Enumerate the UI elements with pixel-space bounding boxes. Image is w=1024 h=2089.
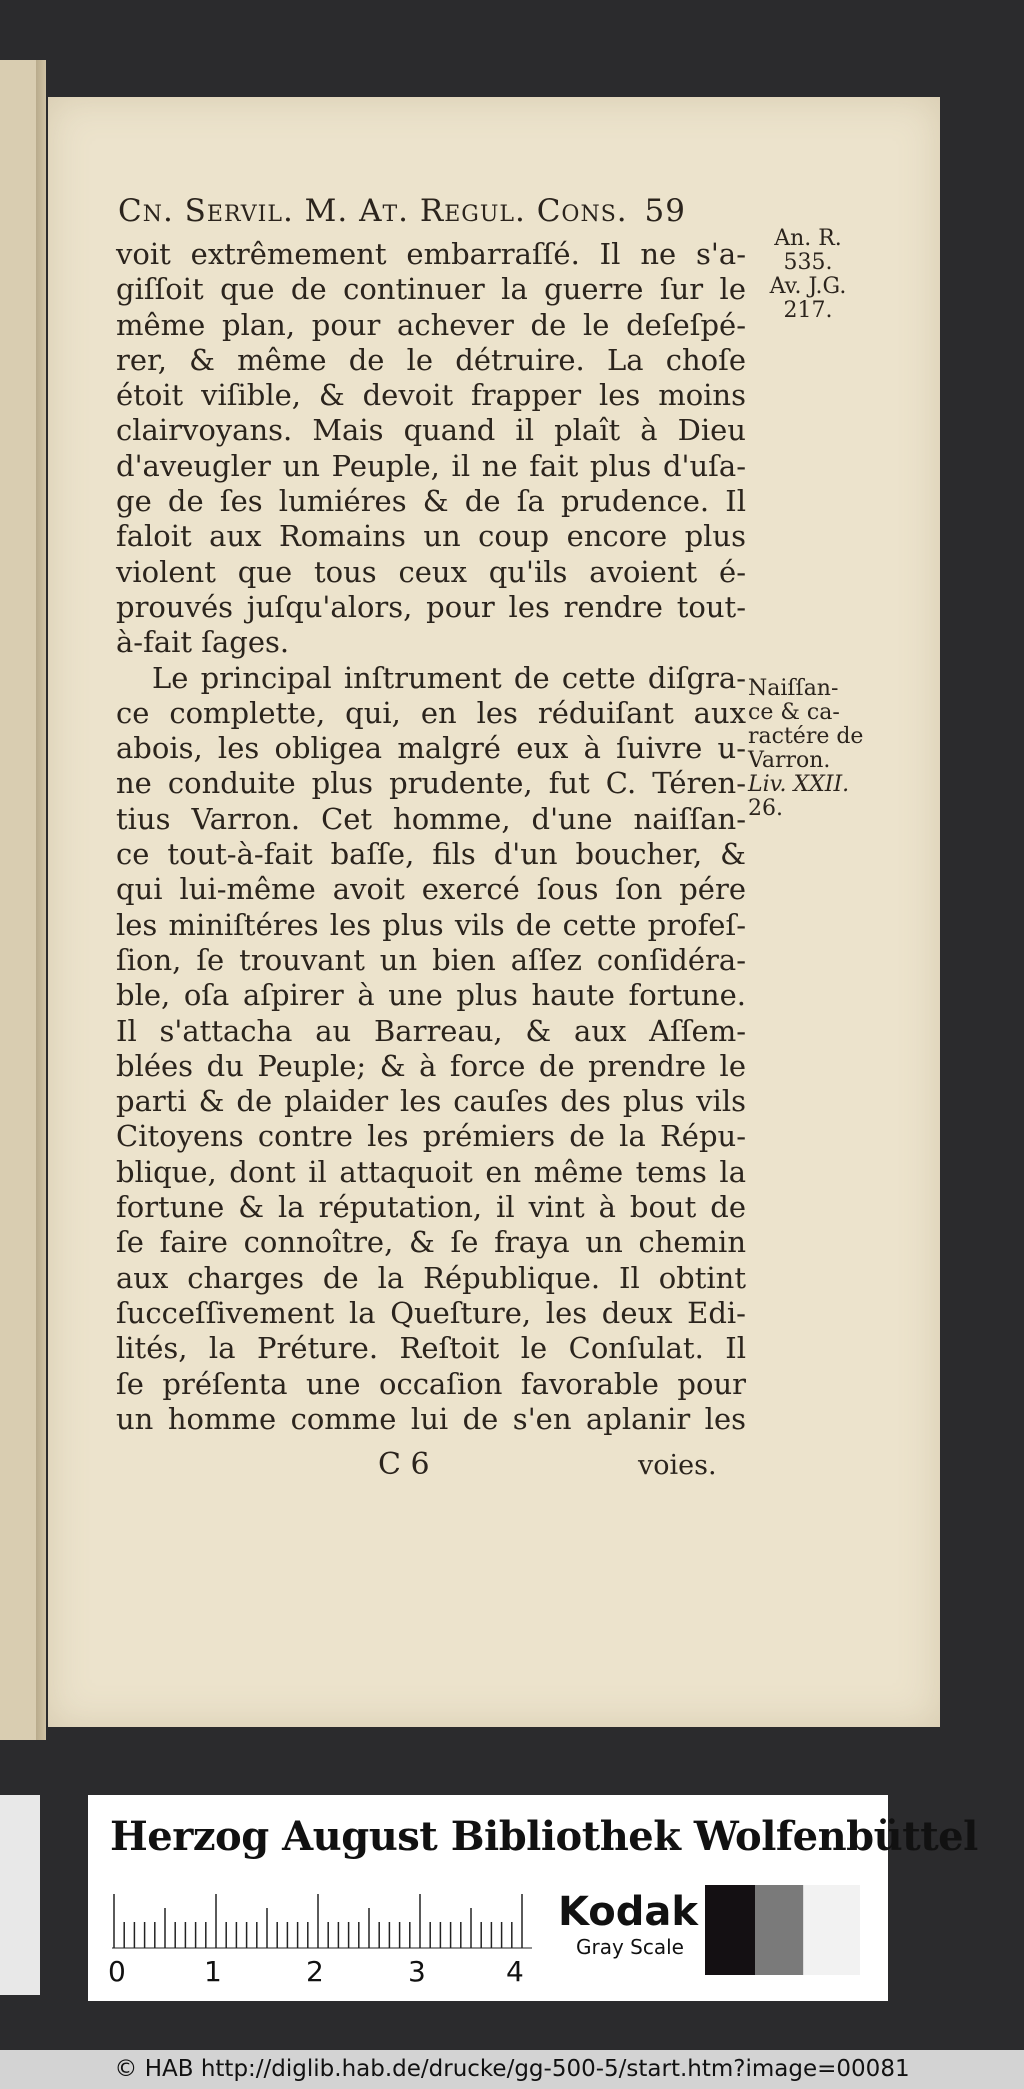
margin-note-line: Liv. XXII. bbox=[748, 772, 850, 797]
running-head-title: Cn. Servil. M. At. Regul. Cons. bbox=[118, 193, 628, 229]
text-line: fortune & la réputation, il vint à bout de bbox=[116, 1190, 746, 1225]
gray-patch-black bbox=[705, 1885, 755, 1975]
text-line: étoit viſible, & devoit frapper les moins bbox=[116, 378, 746, 413]
text-line: ce complette, qui, en les réduiſant aux bbox=[116, 695, 746, 730]
text-line: parti & de plaider les cauſes des plus vils bbox=[116, 1084, 746, 1119]
text-line: ce tout-à-fait baſſe, fils d'un boucher, & bbox=[116, 837, 746, 872]
margin-note-line: 26. bbox=[748, 796, 783, 821]
text-line: ble, oſa aſpirer à une plus haute fortune. bbox=[116, 978, 746, 1013]
text-line: lités, la Préture. Reſtoit le Conſulat. Il bbox=[116, 1331, 746, 1366]
text-line: Le principal inſtrument de cette diſgra- bbox=[152, 660, 746, 695]
text-line: d'aveugler un Peuple, il ne fait plus d'uſa- bbox=[116, 448, 746, 483]
text-line: ſe préſenta une occaſion favorable pour bbox=[116, 1366, 746, 1401]
signature-mark: C 6 bbox=[378, 1447, 430, 1482]
library-name: Herzog August Bibliothek Wolfenbüttel bbox=[110, 1813, 978, 1860]
text-line: les miniſtéres les plus vils de cette profeſ- bbox=[116, 907, 746, 942]
margin-note-naissance bbox=[748, 677, 868, 821]
margin-note-line: ce & ca- bbox=[748, 700, 840, 725]
catchword: voies. bbox=[638, 1450, 717, 1481]
page-number: 59 bbox=[644, 193, 686, 229]
ruler-number: 4 bbox=[506, 1955, 524, 1988]
text-line: Citoyens contre les prémiers de la Répu- bbox=[116, 1119, 746, 1154]
ruler-number: 3 bbox=[408, 1955, 426, 1988]
margin-note-date bbox=[748, 227, 868, 323]
color-target-card bbox=[88, 1795, 978, 2001]
ruler-number: 0 bbox=[108, 1955, 126, 1988]
ruler-numbers bbox=[108, 1955, 568, 1995]
gutter-shadow bbox=[36, 60, 46, 1740]
gray-scale-label: Gray Scale bbox=[576, 1935, 684, 1959]
margin-note-line: Naiſſan- bbox=[748, 676, 839, 701]
margin-note-line: Varron. bbox=[748, 748, 831, 773]
text-line: abois, les obligea malgré eux à ſuivre u- bbox=[116, 731, 746, 766]
book-page bbox=[48, 97, 940, 1727]
text-line: ſion, ſe trouvant un bien aſſez conſidéra- bbox=[116, 942, 746, 977]
text-line: blées du Peuple; & à force de prendre le bbox=[116, 1048, 746, 1083]
ruler-number: 1 bbox=[204, 1955, 222, 1988]
text-line: voit extrêmement embarraſſé. Il ne s'a- bbox=[116, 237, 746, 271]
margin-note-line: Av. J.G. bbox=[769, 274, 847, 299]
kodak-logo: Kodak bbox=[558, 1889, 698, 1935]
text-line: giſſoit que de continuer la guerre ſur le bbox=[116, 272, 746, 307]
ruler-scale bbox=[112, 1893, 532, 1949]
text-line: blique, dont il attaquoit en même tems la bbox=[116, 1154, 746, 1189]
margin-note-line: An. R. bbox=[774, 226, 842, 251]
body-text bbox=[116, 237, 746, 1437]
text-line: faloit aux Romains un coup encore plus bbox=[116, 519, 746, 554]
color-strip bbox=[0, 1795, 40, 1995]
text-line: clairvoyans. Mais quand il plaît à Dieu bbox=[116, 413, 746, 448]
text-line: rer, & même de le détruire. La choſe bbox=[116, 342, 746, 377]
text-line: qui lui-même avoit exercé ſous ſon pére bbox=[116, 872, 746, 907]
margin-note-line: 217. bbox=[783, 298, 833, 323]
text-line: même plan, pour achever de le deſeſpé- bbox=[116, 307, 746, 342]
text-line: aux charges de la République. Il obtint bbox=[116, 1260, 746, 1295]
copyright-footer: © HAB http://diglib.hab.de/drucke/gg-500-5/start.htm?image=00081 bbox=[0, 2050, 1024, 2089]
text-line: violent que tous ceux qu'ils avoient é- bbox=[116, 554, 746, 589]
text-line: Il s'attacha au Barreau, & aux Aſſem- bbox=[116, 1013, 746, 1048]
text-line: ſe faire connoître, & ſe fraya un chemin bbox=[116, 1225, 746, 1260]
text-line: prouvés juſqu'alors, pour les rendre tout- bbox=[116, 589, 746, 624]
text-line: tius Varron. Cet homme, d'une naiſſan- bbox=[116, 801, 746, 836]
text-line: à-fait ſages. bbox=[116, 625, 290, 660]
text-line: ge de ſes lumiéres & de ſa prudence. Il bbox=[116, 484, 746, 519]
ruler-number: 2 bbox=[306, 1955, 324, 1988]
running-head bbox=[118, 193, 686, 229]
text-line: ſucceſſivement la Queſture, les deux Edi- bbox=[116, 1295, 746, 1330]
text-line: ne conduite plus prudente, fut C. Téren- bbox=[116, 766, 746, 801]
margin-note-line: ractére de bbox=[748, 724, 864, 749]
text-line: un homme comme lui de s'en aplanir les bbox=[116, 1401, 746, 1436]
margin-note-line: 535. bbox=[783, 250, 833, 275]
gray-patch-mid bbox=[755, 1885, 803, 1975]
gray-patch-white bbox=[803, 1885, 860, 1975]
